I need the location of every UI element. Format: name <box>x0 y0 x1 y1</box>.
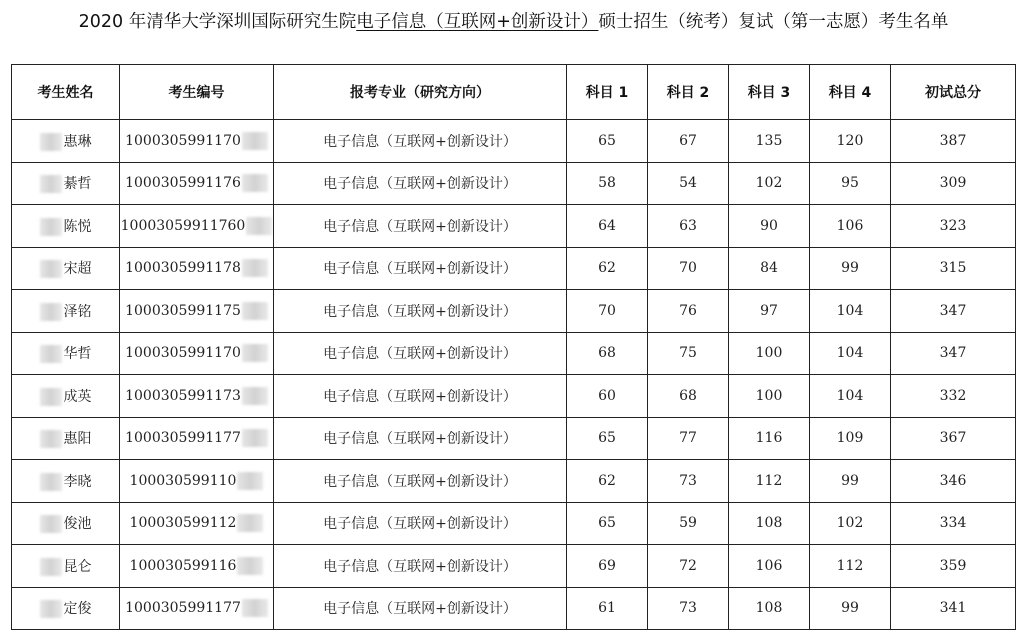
subject-2-cell: 73 <box>648 587 729 630</box>
subject-3-cell: 100 <box>729 375 810 418</box>
name-cell <box>12 375 120 418</box>
subject-3-cell: 106 <box>729 545 810 588</box>
subject-4-cell: 102 <box>810 502 891 545</box>
subject-2-cell: 73 <box>648 460 729 503</box>
subject-4-cell: 106 <box>810 205 891 248</box>
name-cell <box>12 290 120 333</box>
table-row <box>12 290 1016 333</box>
major-cell: 电子信息（互联网+创新设计） <box>274 162 567 205</box>
redaction-mask <box>40 175 62 193</box>
subject-1-cell: 58 <box>567 162 648 205</box>
id-cell <box>120 120 274 163</box>
subject-4-cell: 104 <box>810 290 891 333</box>
subject-4-cell: 109 <box>810 417 891 460</box>
major-cell: 电子信息（互联网+创新设计） <box>274 120 567 163</box>
major-cell: 电子信息（互联网+创新设计） <box>274 460 567 503</box>
subject-2-cell: 67 <box>648 120 729 163</box>
subject-2-cell: 72 <box>648 545 729 588</box>
title-major: 电子信息（互联网+创新设计） <box>356 12 599 32</box>
subject-3-cell: 112 <box>729 460 810 503</box>
total-cell: 359 <box>891 545 1016 588</box>
name-cell <box>12 332 120 375</box>
redaction-mask <box>242 599 268 617</box>
redaction-mask <box>242 302 268 320</box>
title-prefix: 2020 年清华大学深圳国际研究生院 <box>78 12 357 32</box>
candidate-id: 1000305991177 <box>125 600 241 617</box>
redaction-mask <box>237 472 263 490</box>
candidate-table <box>11 64 1016 630</box>
name-cell <box>12 587 120 630</box>
subject-4-cell: 99 <box>810 460 891 503</box>
subject-1-cell: 64 <box>567 205 648 248</box>
subject-2-cell: 63 <box>648 205 729 248</box>
candidate-id: 1000305991176 <box>125 175 241 192</box>
name-cell <box>12 460 120 503</box>
table-row <box>12 247 1016 290</box>
subject-2-cell: 75 <box>648 332 729 375</box>
subject-3-cell: 135 <box>729 120 810 163</box>
redaction-mask <box>40 558 62 576</box>
table-row <box>12 460 1016 503</box>
major-cell: 电子信息（互联网+创新设计） <box>274 205 567 248</box>
candidate-id: 1000305991173 <box>125 387 241 404</box>
name-cell <box>12 205 120 248</box>
major-cell: 电子信息（互联网+创新设计） <box>274 545 567 588</box>
subject-1-cell: 61 <box>567 587 648 630</box>
candidate-name: 定俊 <box>63 601 92 618</box>
header-name: 考生姓名 <box>12 65 120 120</box>
header-total: 初试总分 <box>891 65 1016 120</box>
subject-2-cell: 68 <box>648 375 729 418</box>
subject-3-cell: 100 <box>729 332 810 375</box>
subject-2-cell: 54 <box>648 162 729 205</box>
subject-1-cell: 60 <box>567 375 648 418</box>
table-row <box>12 417 1016 460</box>
name-cell <box>12 247 120 290</box>
candidate-name: 成英 <box>63 388 92 405</box>
major-cell: 电子信息（互联网+创新设计） <box>274 375 567 418</box>
header-subject-2: 科目 2 <box>648 65 729 120</box>
id-cell <box>120 587 274 630</box>
id-cell <box>120 417 274 460</box>
redaction-mask <box>242 344 268 362</box>
id-cell <box>120 162 274 205</box>
subject-3-cell: 97 <box>729 290 810 333</box>
redaction-mask <box>40 473 62 491</box>
name-cell <box>12 502 120 545</box>
table-row <box>12 375 1016 418</box>
subject-1-cell: 68 <box>567 332 648 375</box>
id-cell <box>120 247 274 290</box>
total-cell: 387 <box>891 120 1016 163</box>
header-subject-3: 科目 3 <box>729 65 810 120</box>
header-row <box>12 65 1016 120</box>
subject-4-cell: 104 <box>810 332 891 375</box>
subject-1-cell: 69 <box>567 545 648 588</box>
name-cell <box>12 417 120 460</box>
table-row <box>12 587 1016 630</box>
candidate-name: 惠阳 <box>63 431 92 448</box>
subject-4-cell: 112 <box>810 545 891 588</box>
candidate-id: 1000305991177 <box>125 430 241 447</box>
total-cell: 332 <box>891 375 1016 418</box>
candidate-id: 10003059911760 <box>120 217 246 234</box>
subject-1-cell: 65 <box>567 417 648 460</box>
total-cell: 315 <box>891 247 1016 290</box>
candidate-id: 1000305991170 <box>125 132 241 149</box>
total-cell: 347 <box>891 332 1016 375</box>
id-cell <box>120 545 274 588</box>
candidate-name: 李晓 <box>63 473 92 490</box>
subject-3-cell: 102 <box>729 162 810 205</box>
total-cell: 323 <box>891 205 1016 248</box>
id-cell <box>120 205 274 248</box>
name-cell <box>12 120 120 163</box>
name-cell <box>12 162 120 205</box>
header-major: 报考专业（研究方向） <box>274 65 567 120</box>
subject-4-cell: 99 <box>810 247 891 290</box>
subject-2-cell: 59 <box>648 502 729 545</box>
subject-3-cell: 108 <box>729 587 810 630</box>
candidate-name: 綦哲 <box>63 176 92 193</box>
major-cell: 电子信息（互联网+创新设计） <box>274 247 567 290</box>
subject-1-cell: 65 <box>567 502 648 545</box>
candidate-id: 1000305991175 <box>125 302 241 319</box>
name-cell <box>12 545 120 588</box>
candidate-name: 陈悦 <box>63 218 92 235</box>
table-row <box>12 120 1016 163</box>
major-cell: 电子信息（互联网+创新设计） <box>274 332 567 375</box>
subject-3-cell: 116 <box>729 417 810 460</box>
major-cell: 电子信息（互联网+创新设计） <box>274 587 567 630</box>
subject-1-cell: 62 <box>567 460 648 503</box>
candidate-name: 昆仑 <box>63 558 92 575</box>
document-title <box>0 8 1027 33</box>
redaction-mask <box>242 387 268 405</box>
subject-4-cell: 120 <box>810 120 891 163</box>
candidate-id: 100030599110 <box>129 472 237 489</box>
candidate-name: 泽铭 <box>63 303 92 320</box>
major-cell: 电子信息（互联网+创新设计） <box>274 502 567 545</box>
candidate-id: 100030599116 <box>129 557 237 574</box>
redaction-mask <box>40 133 62 151</box>
candidate-name: 宋超 <box>63 261 92 278</box>
id-cell <box>120 375 274 418</box>
redaction-mask <box>40 260 62 278</box>
subject-2-cell: 77 <box>648 417 729 460</box>
redaction-mask <box>40 600 62 618</box>
candidate-id: 100030599112 <box>129 515 237 532</box>
total-cell: 334 <box>891 502 1016 545</box>
candidate-id: 1000305991170 <box>125 345 241 362</box>
redaction-mask <box>242 174 268 192</box>
subject-1-cell: 70 <box>567 290 648 333</box>
table-row <box>12 332 1016 375</box>
major-cell: 电子信息（互联网+创新设计） <box>274 417 567 460</box>
id-cell <box>120 332 274 375</box>
redaction-mask <box>246 217 272 235</box>
header-id: 考生编号 <box>120 65 274 120</box>
table-row <box>12 205 1016 248</box>
redaction-mask <box>40 303 62 321</box>
subject-4-cell: 95 <box>810 162 891 205</box>
redaction-mask <box>40 218 62 236</box>
subject-3-cell: 108 <box>729 502 810 545</box>
redaction-mask <box>40 430 62 448</box>
redaction-mask <box>237 514 263 532</box>
table-row <box>12 162 1016 205</box>
subject-1-cell: 62 <box>567 247 648 290</box>
id-cell <box>120 460 274 503</box>
subject-2-cell: 76 <box>648 290 729 333</box>
candidate-name: 华哲 <box>63 346 92 363</box>
redaction-mask <box>242 132 268 150</box>
redaction-mask <box>242 259 268 277</box>
candidate-name: 俊池 <box>63 516 92 533</box>
total-cell: 341 <box>891 587 1016 630</box>
subject-1-cell: 65 <box>567 120 648 163</box>
redaction-mask <box>237 557 263 575</box>
subject-4-cell: 99 <box>810 587 891 630</box>
candidate-id: 1000305991178 <box>125 260 241 277</box>
title-suffix: 硕士招生（统考）复试（第一志愿）考生名单 <box>598 12 949 32</box>
header-subject-1: 科目 1 <box>567 65 648 120</box>
total-cell: 346 <box>891 460 1016 503</box>
id-cell <box>120 502 274 545</box>
total-cell: 347 <box>891 290 1016 333</box>
redaction-mask <box>40 515 62 533</box>
redaction-mask <box>40 388 62 406</box>
subject-3-cell: 84 <box>729 247 810 290</box>
id-cell <box>120 290 274 333</box>
candidate-name: 惠琳 <box>63 133 92 150</box>
subject-3-cell: 90 <box>729 205 810 248</box>
table-row <box>12 502 1016 545</box>
table-row <box>12 545 1016 588</box>
total-cell: 309 <box>891 162 1016 205</box>
redaction-mask <box>242 429 268 447</box>
total-cell: 367 <box>891 417 1016 460</box>
subject-2-cell: 70 <box>648 247 729 290</box>
subject-4-cell: 104 <box>810 375 891 418</box>
major-cell: 电子信息（互联网+创新设计） <box>274 290 567 333</box>
redaction-mask <box>40 345 62 363</box>
header-subject-4: 科目 4 <box>810 65 891 120</box>
